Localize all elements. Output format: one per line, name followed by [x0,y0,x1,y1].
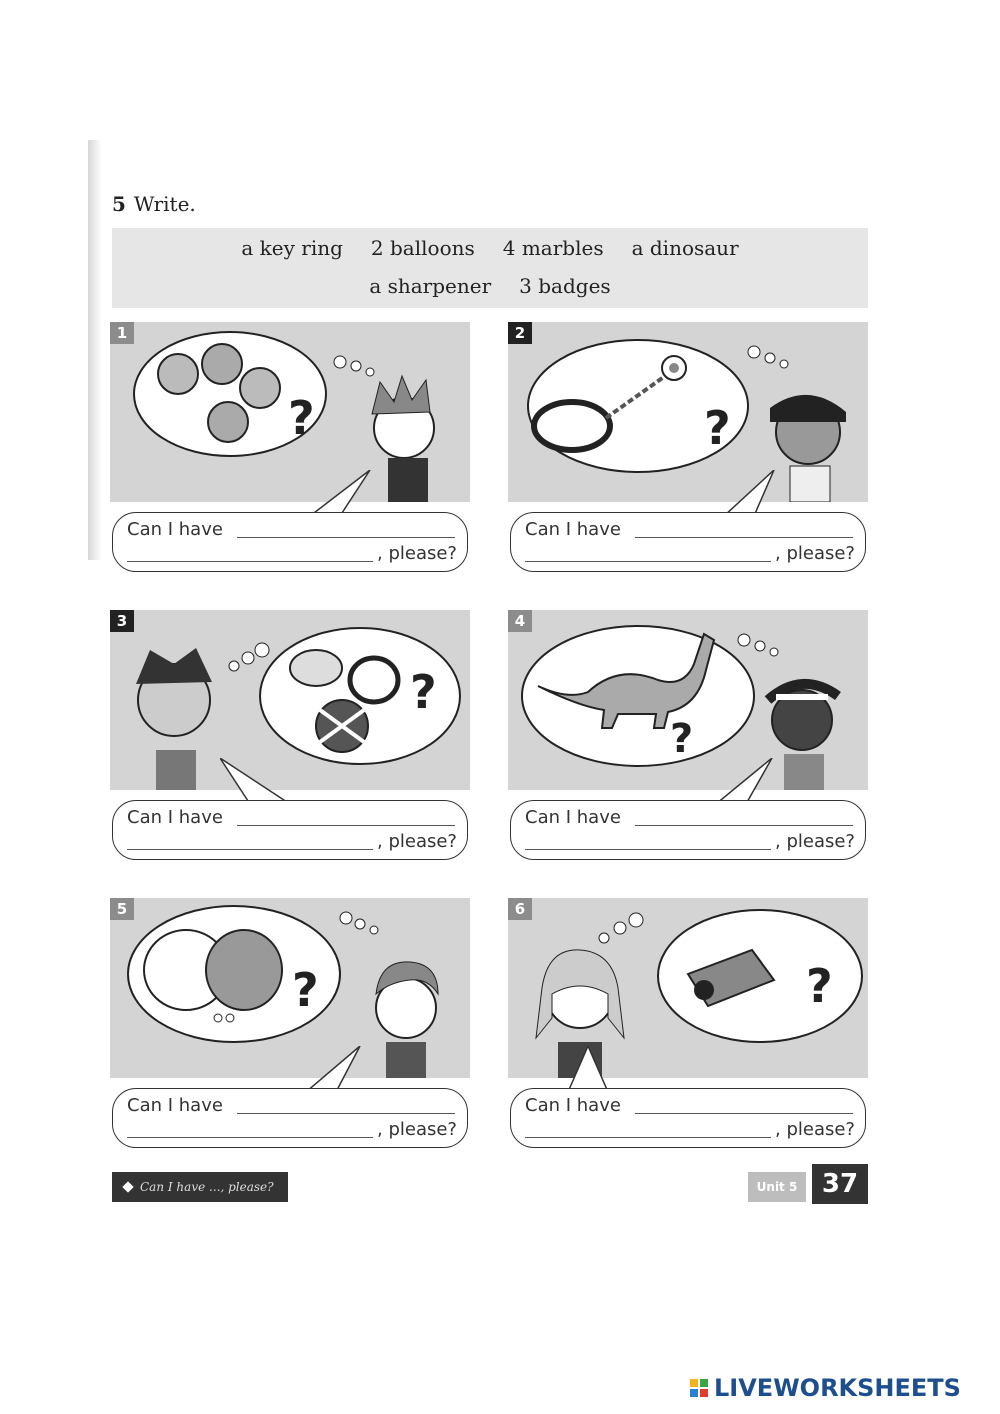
word-sharpener: a sharpener [369,274,492,298]
liveworksheets-logo [690,1374,961,1402]
prompt-end: , please? [377,1119,457,1140]
answer-blank-2b[interactable] [525,561,771,562]
svg-text:?: ? [288,391,315,445]
page-binding-shadow [88,140,102,560]
speech-tail [716,758,786,804]
svg-text:?: ? [292,963,319,1017]
prompt-end: , please? [377,831,457,852]
prompt-start: Can I have [127,1095,223,1116]
panel-5 [110,898,470,1158]
page-number: 37 [812,1164,868,1204]
answer-bubble-2[interactable] [510,512,866,572]
prompt-start: Can I have [525,807,621,828]
word-badges: 3 badges [519,274,611,298]
answer-blank-6a[interactable] [635,1113,853,1114]
brand-name: LIVEWORKSHEETS [714,1374,961,1402]
marbles-icon [110,322,470,502]
answer-blank-1a[interactable] [237,537,455,538]
prompt-end: , please? [377,543,457,564]
exercise-title [112,192,196,216]
answer-blank-2a[interactable] [635,537,853,538]
panel-3 [110,610,470,870]
prompt-start: Can I have [525,519,621,540]
answer-blank-3b[interactable] [127,849,373,850]
balloons-icon [110,898,470,1078]
panel-5-illustration [110,898,470,1078]
speech-tail [220,758,300,804]
panel-5-number: 5 [110,898,134,920]
answer-blank-4a[interactable] [635,825,853,826]
panel-4 [508,610,868,870]
speech-tail [558,1046,628,1092]
word-marbles: 4 marbles [502,236,604,260]
answer-bubble-1[interactable] [112,512,468,572]
word-dinosaur: a dinosaur [631,236,739,260]
answer-blank-4b[interactable] [525,849,771,850]
panel-2 [508,322,868,582]
panel-2-illustration [508,322,868,502]
panel-1-number: 1 [110,322,134,344]
panel-4-illustration [508,610,868,790]
answer-bubble-5[interactable] [112,1088,468,1148]
prompt-end: , please? [775,831,855,852]
answer-bubble-6[interactable] [510,1088,866,1148]
answer-blank-5b[interactable] [127,1137,373,1138]
exercise-number: 5 [112,192,126,216]
answer-blank-5a[interactable] [237,1113,455,1114]
speech-tail [724,470,794,516]
answer-bubble-3[interactable] [112,800,468,860]
svg-text:?: ? [704,401,731,455]
panel-3-number: 3 [110,610,134,632]
panel-1-illustration [110,322,470,502]
unit-label: Unit 5 [748,1172,806,1202]
panel-6-number: 6 [508,898,532,920]
panel-4-number: 4 [508,610,532,632]
logo-grid-icon [690,1379,708,1397]
word-key-ring: a key ring [241,236,343,260]
lesson-footer [112,1172,288,1202]
prompt-end: , please? [775,543,855,564]
prompt-start: Can I have [127,519,223,540]
diamond-icon [122,1181,133,1192]
key-ring-icon [508,322,868,502]
panel-2-number: 2 [508,322,532,344]
svg-text:?: ? [806,959,833,1013]
prompt-start: Can I have [127,807,223,828]
svg-text:?: ? [670,716,694,762]
exercise-instruction: Write. [133,192,196,216]
word-bank [112,228,868,308]
word-bank-row-2 [112,274,868,298]
word-balloons: 2 balloons [370,236,475,260]
lesson-title: Can I have ..., please? [140,1180,274,1194]
svg-text:?: ? [410,665,437,719]
panel-1 [110,322,470,582]
answer-blank-3a[interactable] [237,825,455,826]
panel-6 [508,898,868,1158]
answer-blank-6b[interactable] [525,1137,771,1138]
prompt-end: , please? [775,1119,855,1140]
dinosaur-icon [508,610,868,790]
word-bank-row-1 [112,236,868,260]
speech-tail [306,1046,376,1092]
prompt-start: Can I have [525,1095,621,1116]
answer-blank-1b[interactable] [127,561,373,562]
speech-tail [310,470,380,516]
answer-bubble-4[interactable] [510,800,866,860]
